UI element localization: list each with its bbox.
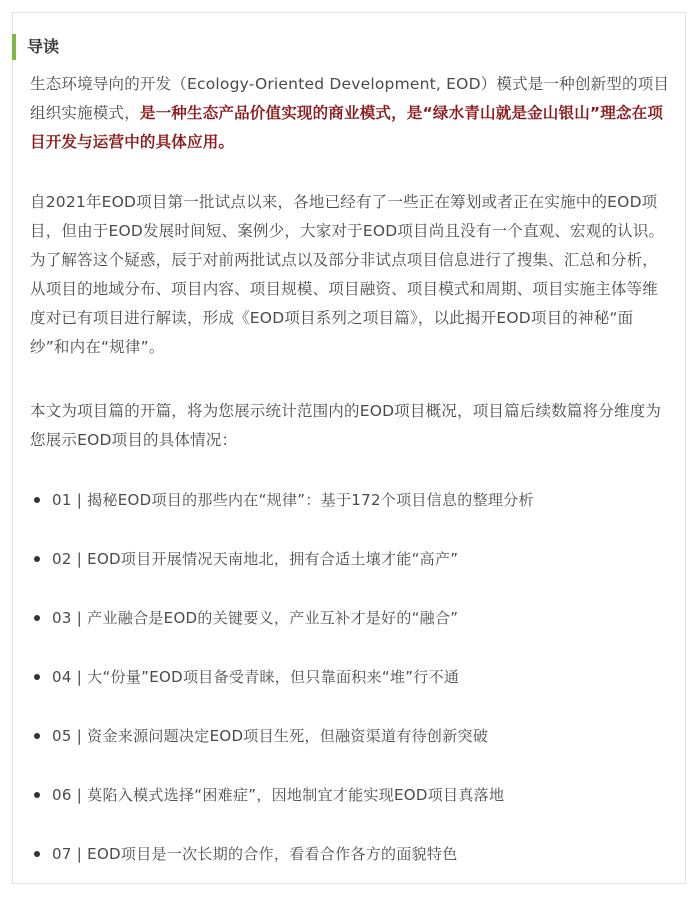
list-item[interactable] [30,662,670,721]
list-item-text: 07 | EOD项目是一次长期的合作，看看合作各方的面貌特色 [52,845,458,863]
bullet-icon [34,851,40,857]
background-paragraph: 自2021年EOD项目第一批试点以来，各地已经有了一些正在筹划或者正在实施中的EOD项目，但由于EOD发展时间短、案例少，大家对于EOD项目尚且没有一个直观、宏观的认识。为了解答这个疑惑，辰于对前两批试点以及部分非试点项目信息进行了搜集、汇总和分析，从项目的地域分布、项目内容、项目规模、项目融资、项目模式和周期、项目实施主体等维度对已有项目进行解读，形成《EOD项目系列之项目篇》，以此揭开EOD项目的神秘“面纱”和内在“规律”。 [30,193,665,356]
bullet-icon [34,733,40,739]
intro-paragraph [30,70,670,157]
list-item[interactable] [30,603,670,662]
list-item-text: 02 | EOD项目开展情况天南地北，拥有合适土壤才能“高产” [52,550,459,568]
list-item-text: 03 | 产业融合是EOD的关键要义，产业互补才是好的“融合” [52,609,459,627]
list-item[interactable] [30,544,670,603]
article-series-list [30,485,670,898]
list-item[interactable] [30,721,670,780]
intro-lead-text: 生态环境导向的开发（Ecology-Oriented Development, EOD）模式是一种创新型的项目组织实施模式， [30,75,670,122]
list-item[interactable] [30,839,670,898]
bullet-icon [34,497,40,503]
list-item-text: 06 | 莫陷入模式选择“困难症”，因地制宜才能实现EOD项目真落地 [52,786,505,804]
bullet-icon [34,674,40,680]
bullet-icon [34,556,40,562]
list-item[interactable] [30,780,670,839]
list-item-text: 04 | 大“份量”EOD项目备受青睐，但只靠面积来“堆”行不通 [52,668,460,686]
overview-paragraph: 本文为项目篇的开篇，将为您展示统计范围内的EOD项目概况，项目篇后续数篇将分维度为您展示EOD项目的具体情况： [30,402,662,449]
bullet-icon [34,792,40,798]
list-item-text: 05 | 资金来源问题决定EOD项目生死，但融资渠道有待创新突破 [52,727,489,745]
section-heading: 导读 [12,34,59,60]
bullet-icon [34,615,40,621]
list-item[interactable] [30,485,670,544]
list-item-text: 01 | 揭秘EOD项目的那些内在“规律”：基于172个项目信息的整理分析 [52,491,534,509]
intro-highlight-text: 是一种生态产品价值实现的商业模式，是“绿水青山就是金山银山”理念在项目开发与运营中的具体应用。 [30,104,664,151]
